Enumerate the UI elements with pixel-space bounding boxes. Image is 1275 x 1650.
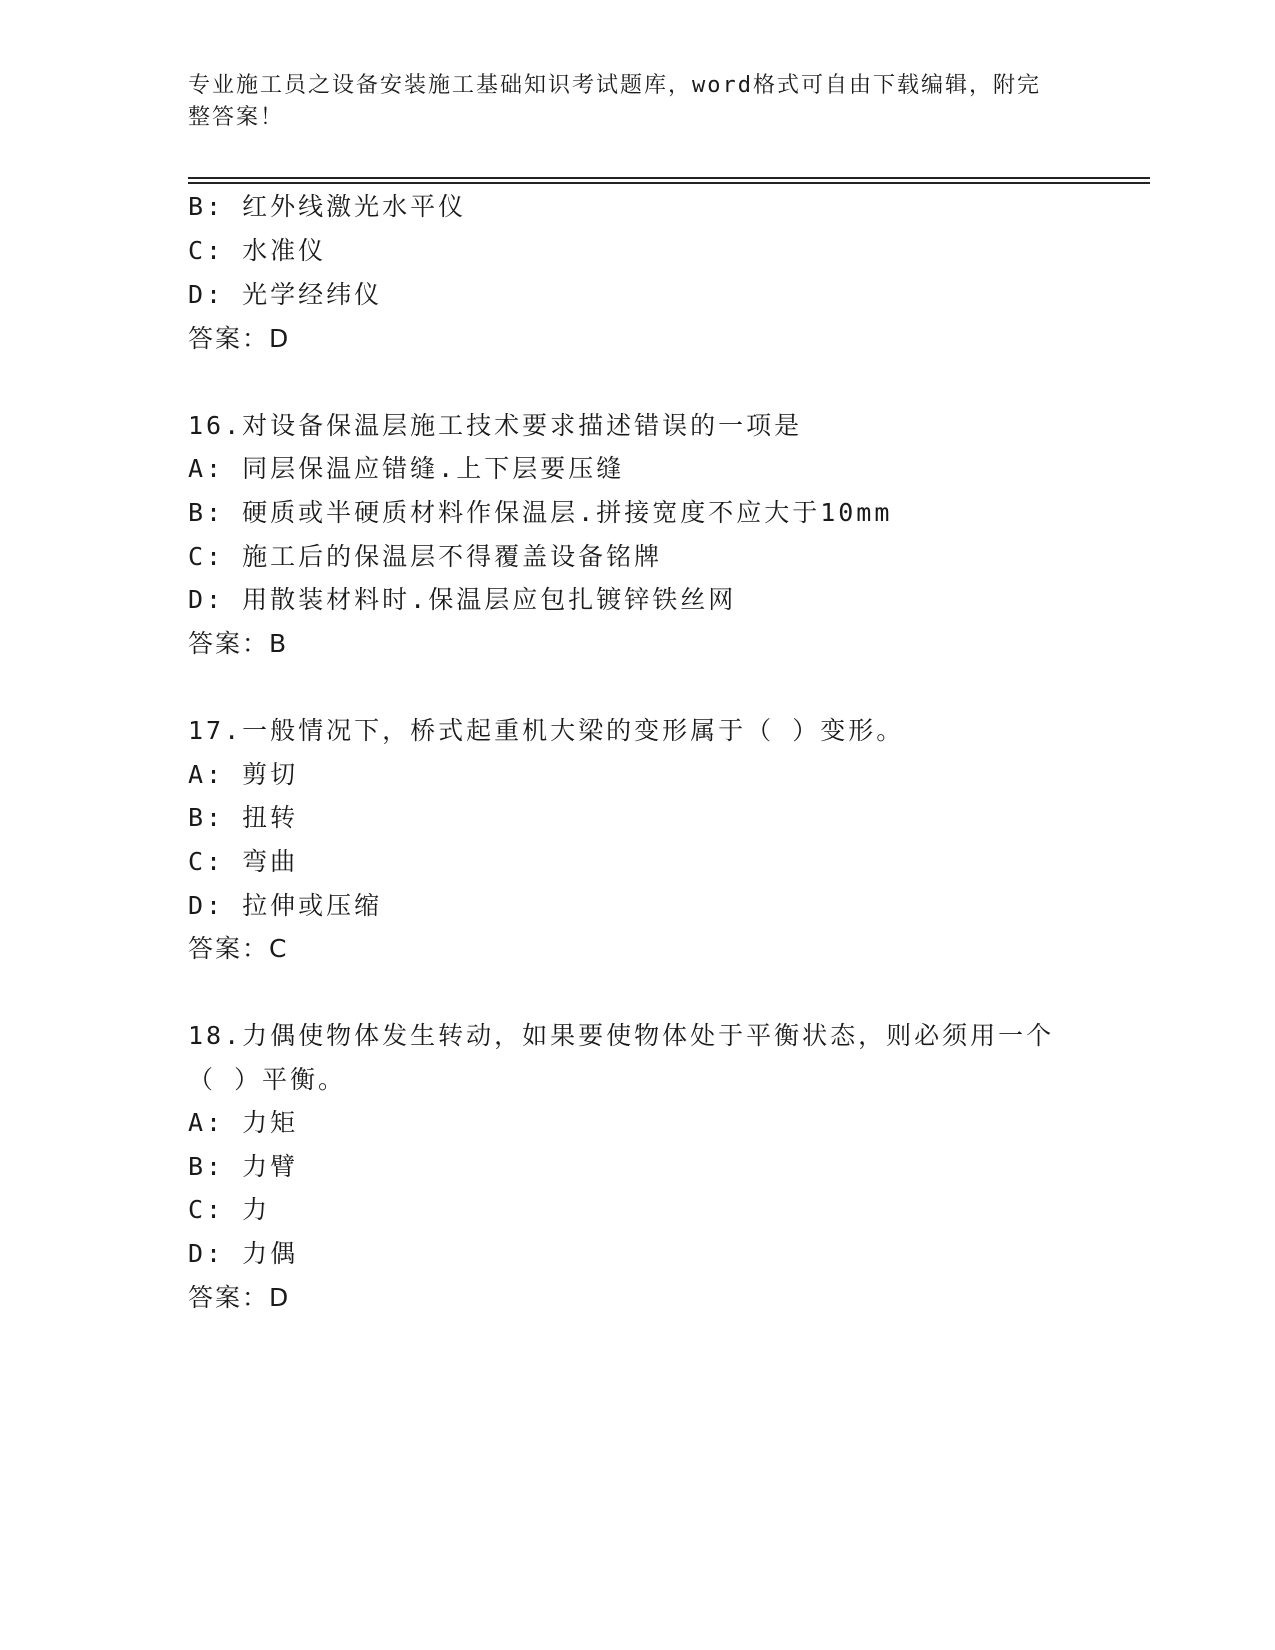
question-16-option-a: A: 同层保温应错缝.上下层要压缝 xyxy=(188,454,625,483)
document-header xyxy=(188,70,1068,134)
question-16-stem: 16.对设备保温层施工技术要求描述错误的一项是 xyxy=(188,411,803,440)
question-16-option-b: B: 硬质或半硬质材料作保温层.拼接宽度不应大于10mm xyxy=(188,498,893,527)
prev-question-option-d: D: 光学经纬仪 xyxy=(188,280,383,309)
header-divider-bottom xyxy=(188,182,1150,184)
header-line-1: 专业施工员之设备安装施工基础知识考试题库，word格式可自由下载编辑，附完 xyxy=(188,73,1041,98)
question-18-answer: 答案：D xyxy=(188,1283,291,1312)
question-18-option-a: A: 力矩 xyxy=(188,1108,299,1137)
question-17-stem: 17.一般情况下，桥式起重机大梁的变形属于（ ）变形。 xyxy=(188,716,905,745)
question-18-option-c: C: 力 xyxy=(188,1195,271,1224)
question-17-option-a: A: 剪切 xyxy=(188,760,299,789)
question-17-option-b: B: 扭转 xyxy=(188,803,299,832)
prev-question-answer: 答案：D xyxy=(188,324,291,353)
question-16-answer: 答案：B xyxy=(188,629,289,658)
question-17-answer: 答案：C xyxy=(188,934,289,963)
question-17-option-d: D: 拉伸或压缩 xyxy=(188,891,383,920)
header-divider-top xyxy=(188,177,1150,179)
question-18-option-d: D: 力偶 xyxy=(188,1239,299,1268)
header-line-2: 整答案！ xyxy=(188,105,285,130)
question-18-option-b: B: 力臂 xyxy=(188,1152,299,1181)
question-18-stem-line-1: 18.力偶使物体发生转动，如果要使物体处于平衡状态，则必须用一个 xyxy=(188,1021,1055,1050)
prev-question-option-c: C: 水准仪 xyxy=(188,236,327,265)
question-16-option-c: C: 施工后的保温层不得覆盖设备铭牌 xyxy=(188,542,663,571)
prev-question-option-b: B: 红外线激光水平仪 xyxy=(188,192,467,221)
question-17-option-c: C: 弯曲 xyxy=(188,847,299,876)
question-18-stem-line-2: （ ）平衡。 xyxy=(188,1065,347,1094)
question-16-option-d: D: 用散装材料时.保温层应包扎镀锌铁丝网 xyxy=(188,585,737,614)
